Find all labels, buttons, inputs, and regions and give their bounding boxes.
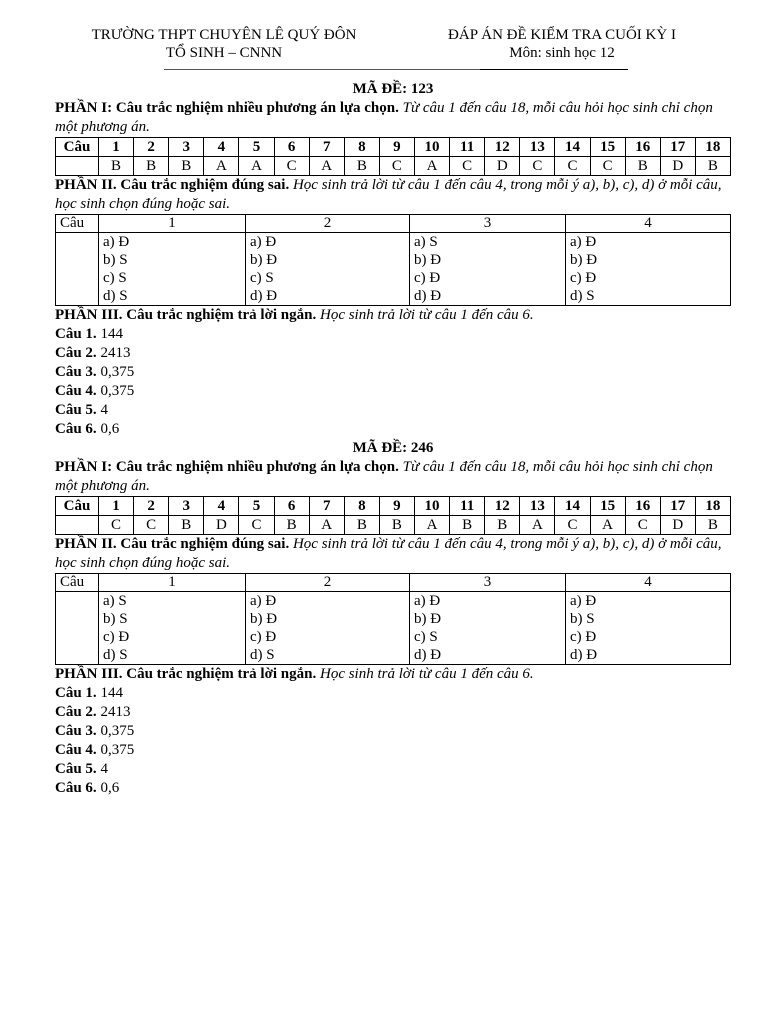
question-number-cell: 4 [204, 497, 239, 516]
part3-title: PHẦN III. Câu trắc nghiệm trả lời ngắn. [55, 666, 317, 682]
question-number-cell: 9 [379, 138, 414, 157]
part1-heading [55, 99, 731, 137]
header-divider-bold [480, 69, 628, 70]
short-answer-line [55, 741, 731, 760]
question-number-cell: 17 [660, 138, 695, 157]
answer-cell: C [555, 157, 590, 176]
short-answer-line [55, 703, 731, 722]
short-answer-label: Câu 3. [55, 723, 97, 739]
answer-cell: D [660, 157, 695, 176]
statement-answer: a) Đ [250, 234, 277, 250]
answer-cell: D [485, 157, 520, 176]
exam-title: ĐÁP ÁN ĐỀ KIỂM TRA CUỐI KỲ I [448, 27, 676, 43]
statement-answer: d) Đ [250, 288, 278, 304]
statement-answer: b) S [570, 611, 595, 627]
department-name: TỔ SINH – CNNN [165, 45, 283, 61]
question-number-cell: 2 [134, 497, 169, 516]
short-answer-value: 2413 [100, 345, 131, 361]
header-cell: Câu [56, 497, 99, 516]
answer-cell: A [414, 157, 449, 176]
statement-answer: d) S [103, 647, 128, 663]
true-false-header-row [56, 215, 731, 233]
part1-heading [55, 458, 731, 496]
question-number-cell: 5 [239, 497, 274, 516]
answer-cell: C [590, 157, 625, 176]
statement-answer: b) S [103, 252, 128, 268]
multiple-choice-table [55, 496, 731, 535]
answer-cell: B [344, 157, 379, 176]
question-number-cell: 18 [695, 497, 730, 516]
statement-answer: b) Đ [414, 611, 442, 627]
statement-answer: a) Đ [414, 593, 441, 609]
true-false-header-row [56, 574, 731, 592]
answer-cell: B [344, 516, 379, 535]
short-answer-value: 0,6 [100, 780, 120, 796]
answer-cell: A [239, 157, 274, 176]
statement-answer: b) Đ [570, 252, 598, 268]
empty-cell [56, 157, 99, 176]
header-cell: Câu [56, 574, 99, 592]
statement-answer: c) Đ [250, 629, 277, 645]
true-false-answer-row [56, 233, 731, 306]
answer-cell: D [660, 516, 695, 535]
part3-heading [55, 665, 731, 684]
part1-instruction: Từ câu 1 đến câu 18, mỗi câu hỏi học sinh chỉ chọn một phương án. [55, 100, 713, 135]
statement-answer: d) S [250, 647, 275, 663]
answer-cell: C [625, 516, 660, 535]
answer-cell: A [309, 516, 344, 535]
question-number-cell: 7 [309, 497, 344, 516]
true-false-table [55, 573, 731, 665]
short-answer-line [55, 779, 731, 798]
part3-title: PHẦN III. Câu trắc nghiệm trả lời ngắn. [55, 307, 317, 323]
short-answer-label: Câu 5. [55, 402, 97, 418]
question-number-cell: 2 [134, 138, 169, 157]
question-number-cell: 1 [99, 497, 134, 516]
part2-title: PHẦN II. Câu trắc nghiệm đúng sai. [55, 536, 290, 552]
multiple-choice-table [55, 137, 731, 176]
short-answer-line [55, 344, 731, 363]
exam-version-section [55, 439, 731, 798]
question-number-cell: 6 [274, 497, 309, 516]
question-number-cell: 14 [555, 138, 590, 157]
question-number-cell: 12 [485, 138, 520, 157]
question-number-cell: 5 [239, 138, 274, 157]
short-answer-label: Câu 4. [55, 383, 97, 399]
part1-title: PHẦN I: Câu trắc nghiệm nhiều phương án lựa chọn. [55, 459, 399, 475]
question-number-cell: 1 [99, 138, 134, 157]
part1-instruction: Từ câu 1 đến câu 18, mỗi câu hỏi học sinh chỉ chọn một phương án. [55, 459, 713, 494]
true-false-answer-cell [410, 592, 566, 665]
short-answer-value: 0,375 [100, 383, 135, 399]
answer-cell: C [134, 516, 169, 535]
short-answer-value: 0,375 [100, 742, 135, 758]
exam-code: MÃ ĐỀ: 246 [352, 440, 434, 456]
question-number-cell: 17 [660, 497, 695, 516]
true-false-answer-cell [410, 233, 566, 306]
true-false-answer-cell [99, 233, 246, 306]
short-answer-line [55, 420, 731, 439]
statement-answer: c) S [250, 270, 274, 286]
question-number-cell: 11 [450, 138, 485, 157]
answer-cell: A [590, 516, 625, 535]
subject-name: Môn: sinh học 12 [509, 45, 615, 61]
header-left [54, 26, 394, 62]
answer-cell: B [169, 516, 204, 535]
short-answer-label: Câu 2. [55, 704, 97, 720]
part3-heading [55, 306, 731, 325]
question-number-cell: 2 [246, 574, 410, 592]
question-number-cell: 10 [414, 497, 449, 516]
empty-cell [56, 516, 99, 535]
answer-row [56, 516, 731, 535]
header-cell: Câu [56, 215, 99, 233]
short-answer-label: Câu 5. [55, 761, 97, 777]
question-number-cell: 3 [410, 215, 566, 233]
header-cell: Câu [56, 138, 99, 157]
question-number-row [56, 497, 731, 516]
question-number-cell: 13 [520, 497, 555, 516]
answer-cell: B [625, 157, 660, 176]
question-number-cell: 8 [344, 138, 379, 157]
short-answer-line [55, 401, 731, 420]
question-number-cell: 11 [450, 497, 485, 516]
true-false-answer-cell [99, 592, 246, 665]
statement-answer: b) Đ [250, 252, 278, 268]
answer-cell: B [379, 516, 414, 535]
school-name: TRƯỜNG THPT CHUYÊN LÊ QUÝ ĐÔN [91, 27, 357, 43]
statement-answer: a) Đ [103, 234, 130, 250]
answer-content [55, 80, 731, 798]
statement-answer: c) Đ [570, 629, 597, 645]
answer-cell: B [99, 157, 134, 176]
part2-title: PHẦN II. Câu trắc nghiệm đúng sai. [55, 177, 290, 193]
statement-answer: a) Đ [570, 593, 597, 609]
part1-title: PHẦN I: Câu trắc nghiệm nhiều phương án lựa chọn. [55, 100, 399, 116]
short-answer-label: Câu 1. [55, 326, 97, 342]
statement-answer: b) Đ [250, 611, 278, 627]
short-answer-line [55, 325, 731, 344]
true-false-answer-row [56, 592, 731, 665]
short-answer-label: Câu 6. [55, 421, 97, 437]
question-number-cell: 1 [99, 215, 246, 233]
question-number-cell: 4 [204, 138, 239, 157]
answer-cell: D [204, 516, 239, 535]
question-number-cell: 13 [520, 138, 555, 157]
question-number-cell: 3 [169, 497, 204, 516]
statement-answer: d) S [570, 288, 595, 304]
question-number-cell: 8 [344, 497, 379, 516]
answer-cell: C [99, 516, 134, 535]
question-number-cell: 12 [485, 497, 520, 516]
statement-answer: a) S [103, 593, 127, 609]
short-answer-line [55, 382, 731, 401]
question-number-cell: 3 [410, 574, 566, 592]
short-answer-label: Câu 1. [55, 685, 97, 701]
statement-answer: d) Đ [414, 647, 442, 663]
statement-answer: c) Đ [570, 270, 597, 286]
answer-cell: A [414, 516, 449, 535]
answer-cell: B [450, 516, 485, 535]
answer-cell: B [695, 516, 730, 535]
answer-cell: B [695, 157, 730, 176]
question-number-cell: 1 [99, 574, 246, 592]
short-answer-value: 4 [100, 402, 108, 418]
short-answer-label: Câu 2. [55, 345, 97, 361]
question-number-cell: 15 [590, 497, 625, 516]
statement-answer: b) S [103, 611, 128, 627]
short-answer-line [55, 363, 731, 382]
empty-cell [56, 592, 99, 665]
short-answer-label: Câu 4. [55, 742, 97, 758]
statement-answer: d) S [103, 288, 128, 304]
exam-code: MÃ ĐỀ: 123 [352, 81, 434, 97]
statement-answer: c) S [103, 270, 127, 286]
question-number-cell: 4 [566, 574, 731, 592]
answer-cell: C [239, 516, 274, 535]
short-answer-value: 0,6 [100, 421, 120, 437]
statement-answer: a) S [414, 234, 438, 250]
statement-answer: a) Đ [250, 593, 277, 609]
question-number-row [56, 138, 731, 157]
short-answer-value: 0,375 [100, 364, 135, 380]
true-false-answer-cell [566, 592, 731, 665]
true-false-answer-cell [246, 592, 410, 665]
answer-cell: A [520, 516, 555, 535]
question-number-cell: 16 [625, 497, 660, 516]
short-answer-line [55, 760, 731, 779]
question-number-cell: 4 [566, 215, 731, 233]
question-number-cell: 18 [695, 138, 730, 157]
header-right [412, 26, 712, 62]
answer-cell: B [485, 516, 520, 535]
answer-cell: B [274, 516, 309, 535]
part2-instruction: Học sinh trả lời từ câu 1 đến câu 4, trong mỗi ý a), b), c), d) ở mỗi câu, học sinh chọn đúng hoặc sai. [55, 177, 722, 212]
true-false-answer-cell [246, 233, 410, 306]
empty-cell [56, 233, 99, 306]
document-header [0, 26, 768, 72]
part3-instruction: Học sinh trả lời từ câu 1 đến câu 6. [319, 666, 534, 682]
answer-cell: B [169, 157, 204, 176]
short-answer-value: 2413 [100, 704, 131, 720]
question-number-cell: 2 [246, 215, 410, 233]
answer-cell: A [204, 157, 239, 176]
question-number-cell: 9 [379, 497, 414, 516]
short-answer-value: 0,375 [100, 723, 135, 739]
short-answer-value: 144 [100, 326, 123, 342]
answer-cell: C [379, 157, 414, 176]
question-number-cell: 6 [274, 138, 309, 157]
short-answer-value: 4 [100, 761, 108, 777]
true-false-answer-cell [566, 233, 731, 306]
short-answer-line [55, 722, 731, 741]
answer-cell: C [520, 157, 555, 176]
statement-answer: a) Đ [570, 234, 597, 250]
answer-cell: C [274, 157, 309, 176]
answer-row [56, 157, 731, 176]
part2-heading [55, 176, 731, 214]
statement-answer: c) Đ [414, 270, 441, 286]
question-number-cell: 10 [414, 138, 449, 157]
statement-answer: c) S [414, 629, 438, 645]
answer-cell: C [555, 516, 590, 535]
question-number-cell: 7 [309, 138, 344, 157]
short-answer-label: Câu 3. [55, 364, 97, 380]
statement-answer: d) Đ [414, 288, 442, 304]
statement-answer: b) Đ [414, 252, 442, 268]
answer-cell: C [450, 157, 485, 176]
question-number-cell: 3 [169, 138, 204, 157]
statement-answer: c) Đ [103, 629, 130, 645]
question-number-cell: 15 [590, 138, 625, 157]
short-answer-line [55, 684, 731, 703]
question-number-cell: 16 [625, 138, 660, 157]
answer-cell: B [134, 157, 169, 176]
part2-heading [55, 535, 731, 573]
part3-instruction: Học sinh trả lời từ câu 1 đến câu 6. [319, 307, 534, 323]
true-false-table [55, 214, 731, 306]
part2-instruction: Học sinh trả lời từ câu 1 đến câu 4, trong mỗi ý a), b), c), d) ở mỗi câu, học sinh chọn đúng hoặc sai. [55, 536, 722, 571]
short-answer-label: Câu 6. [55, 780, 97, 796]
question-number-cell: 14 [555, 497, 590, 516]
answer-cell: A [309, 157, 344, 176]
statement-answer: d) Đ [570, 647, 598, 663]
short-answer-value: 144 [100, 685, 123, 701]
exam-version-section [55, 80, 731, 439]
